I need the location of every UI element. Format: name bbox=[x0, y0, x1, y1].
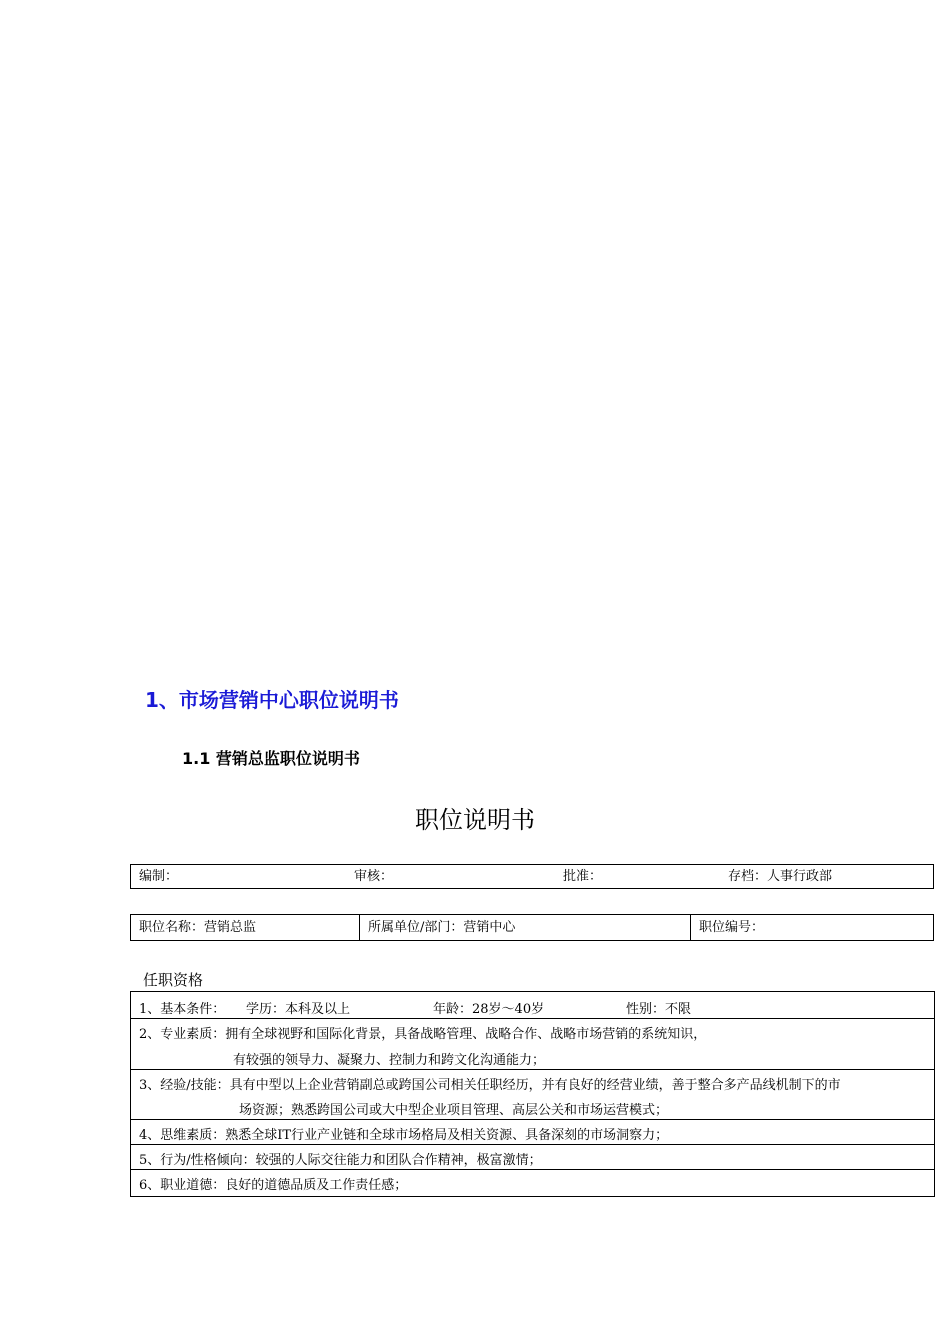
compiled-label: 编制： bbox=[139, 869, 179, 884]
row-divider bbox=[131, 1119, 934, 1120]
education-text: 学历：本科及以上 bbox=[246, 1002, 351, 1017]
behavior-line: 5、行为/性格倾向：较强的人际交往能力和团队合作精神，极富激情； bbox=[139, 1153, 542, 1168]
experience-line-1: 3、经验/技能：具有中型以上企业营销副总或跨国公司相关任职经历，并有良好的经营业绩，善于整合多产品线机制下的市 bbox=[139, 1078, 841, 1093]
archive-label: 存档：人事行政部 bbox=[728, 869, 833, 884]
reviewed-label: 审核： bbox=[354, 869, 394, 884]
section-heading: 1、市场营销中心职位说明书 bbox=[145, 688, 399, 712]
qualification-label: 任职资格 bbox=[143, 971, 204, 989]
approved-label: 批准： bbox=[563, 869, 603, 884]
thinking-line: 4、思维素质：熟悉全球IT行业产业链和全球市场格局及相关资源、具备深刻的市场洞察力； bbox=[139, 1128, 669, 1143]
age-text: 年龄：28岁～40岁 bbox=[433, 1002, 545, 1017]
subsection-heading: 1.1 营销总监职位说明书 bbox=[182, 749, 360, 768]
row-divider bbox=[131, 1169, 934, 1170]
approval-cell bbox=[131, 865, 934, 889]
basic-label: 1、基本条件： bbox=[139, 1002, 226, 1017]
quality-line-2: 有较强的领导力、凝聚力、控制力和跨文化沟通能力； bbox=[233, 1053, 546, 1068]
position-name-cell: 职位名称：营销总监 bbox=[131, 915, 360, 941]
row-divider bbox=[131, 1144, 934, 1145]
qualification-box bbox=[130, 991, 935, 1197]
document-title: 职位说明书 bbox=[415, 806, 535, 834]
approval-table bbox=[130, 864, 934, 889]
quality-line-1: 2、专业素质：拥有全球视野和国际化背景，具备战略管理、战略合作、战略市场营销的系统知识， bbox=[139, 1027, 707, 1042]
position-code-cell: 职位编号： bbox=[691, 915, 934, 941]
experience-line-2: 场资源；熟悉跨国公司或大中型企业项目管理、高层公关和市场运营模式； bbox=[239, 1103, 669, 1118]
position-table bbox=[130, 914, 934, 941]
row-divider bbox=[131, 1069, 934, 1070]
gender-text: 性别：不限 bbox=[626, 1002, 692, 1017]
ethics-line: 6、职业道德：良好的道德品质及工作责任感； bbox=[139, 1178, 408, 1193]
row-divider bbox=[131, 1018, 934, 1019]
department-cell: 所属单位/部门：营销中心 bbox=[360, 915, 691, 941]
